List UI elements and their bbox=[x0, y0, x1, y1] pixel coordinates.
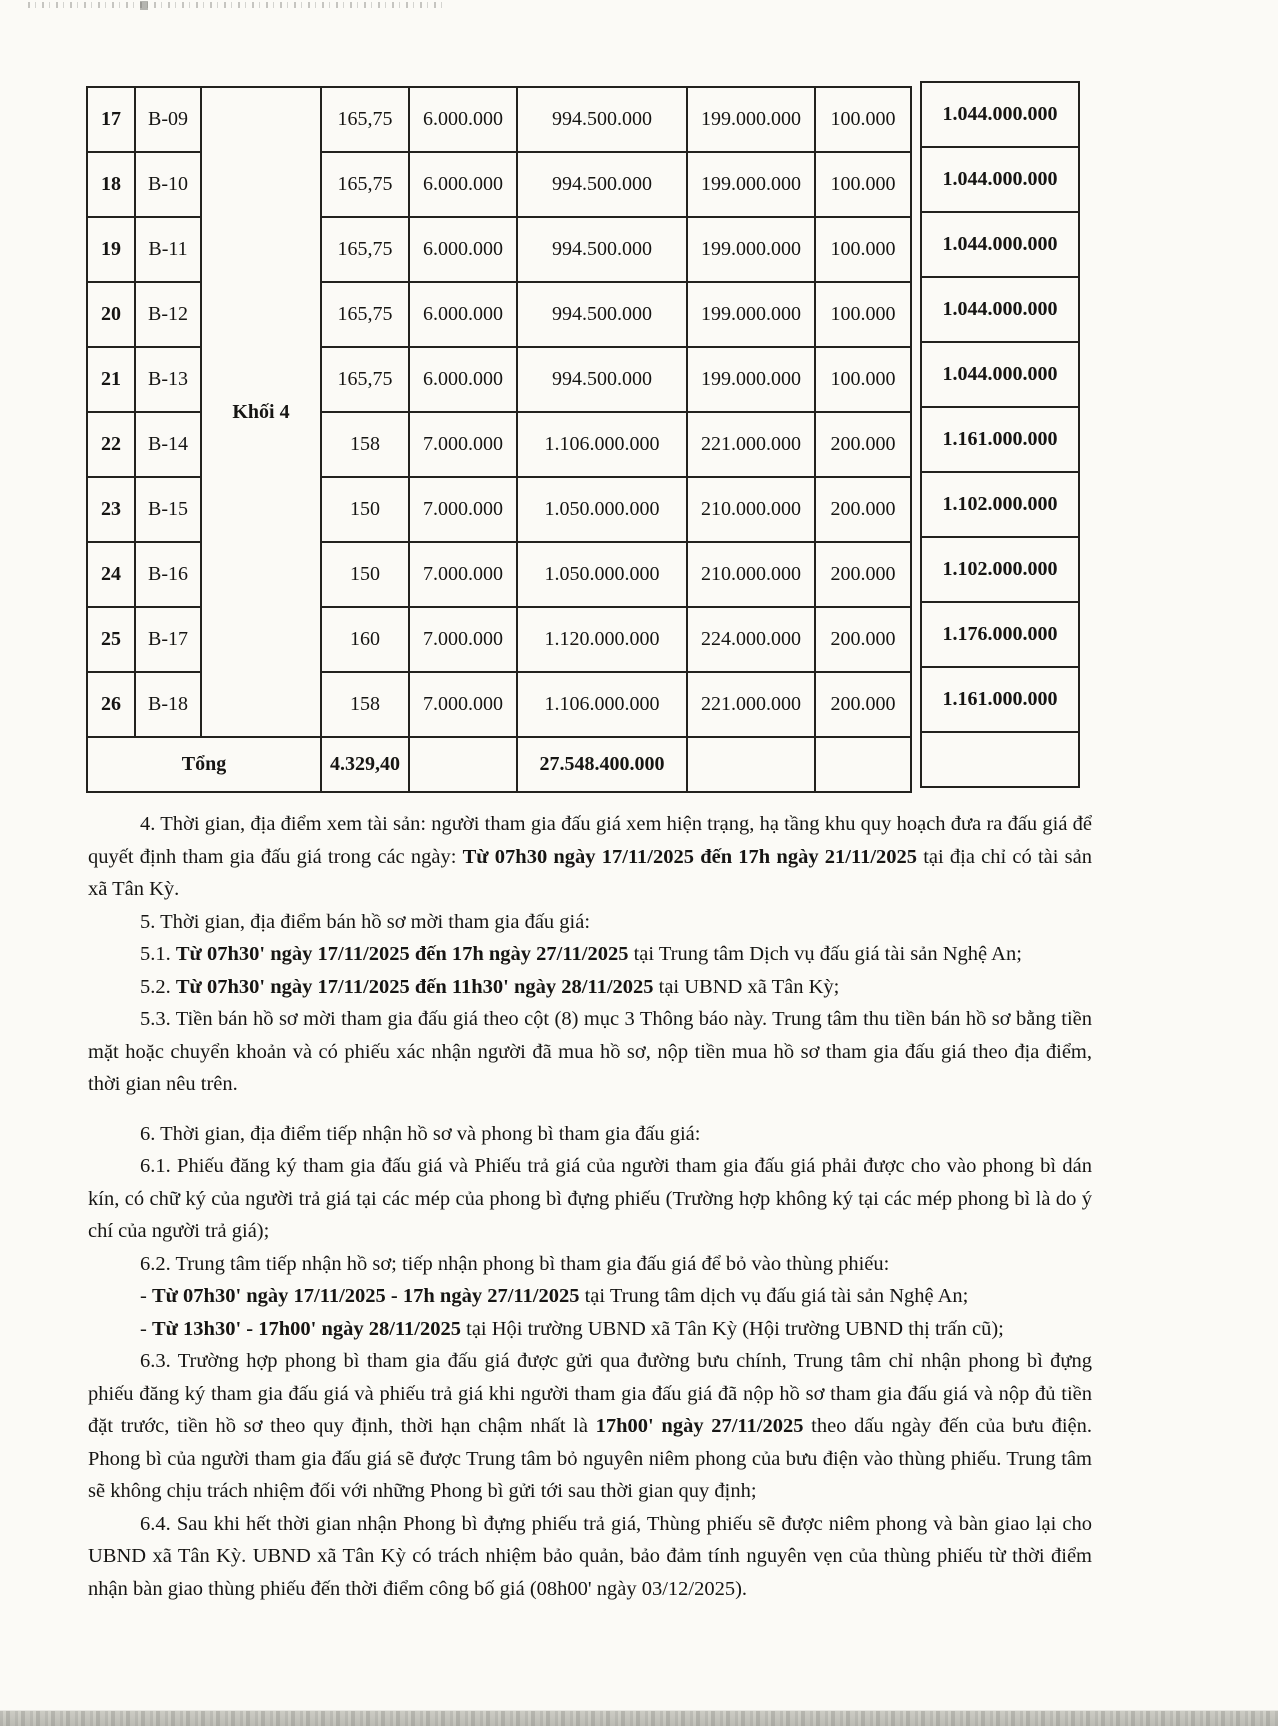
empty-cell bbox=[815, 737, 911, 792]
land-price-cell: 994.500.000 bbox=[517, 347, 687, 412]
lot-index-cell: 19 bbox=[87, 217, 135, 282]
body-text: tại Trung tâm Dịch vụ đấu giá tài sản Nghệ An; bbox=[628, 943, 1022, 965]
lots-table-main bbox=[86, 86, 912, 793]
emphasized-text: 17h00' ngày 27/11/2025 bbox=[595, 1415, 804, 1437]
lot-code-cell: B-18 bbox=[135, 672, 201, 737]
empty-cell bbox=[409, 737, 517, 792]
body-text: 6.3. Trường hợp phong bì tham gia đấu giá được gửi qua đường bưu chính, Trung tâm chỉ nhận phong bì đựng phiếu đăng ký tham gia đấu giá và phiếu trả giá khi người tham gia đấu giá đã nộp hồ sơ tham gia đấu giá và nộp đủ tiền đặt trước, tiền hồ sơ theo quy định, thời hạn chậm nhất là bbox=[88, 1350, 1092, 1437]
paragraph-section-6-2-bullet-1 bbox=[88, 1280, 1092, 1313]
paragraph-section-6-1 bbox=[88, 1150, 1092, 1248]
grand-total-row bbox=[921, 407, 1079, 472]
paragraph-section-5-2 bbox=[88, 971, 1092, 1004]
land-price-cell: 1.120.000.000 bbox=[517, 607, 687, 672]
unit-price-cell: 7.000.000 bbox=[409, 542, 517, 607]
unit-price-cell: 7.000.000 bbox=[409, 672, 517, 737]
paragraph-section-4 bbox=[88, 808, 1092, 906]
fee-cell: 100.000 bbox=[815, 282, 911, 347]
deposit-cell: 221.000.000 bbox=[687, 412, 815, 477]
body-text: 5.3. Tiền bán hồ sơ mời tham gia đấu giá theo cột (8) mục 3 Thông báo này. Trung tâm thu tiền bán hồ sơ bằng tiền mặt hoặc chuyển khoản và có phiếu xác nhận người đã mua hồ sơ, nộp tiền mua hồ sơ tham gia đấu giá theo địa điểm, thời gian nêu trên. bbox=[88, 1008, 1092, 1095]
paragraph-section-5 bbox=[88, 906, 1092, 939]
body-text: - bbox=[140, 1285, 152, 1307]
fee-cell: 100.000 bbox=[815, 347, 911, 412]
paragraph-section-5-1 bbox=[88, 938, 1092, 971]
scan-artifact-top bbox=[28, 2, 448, 8]
land-price-cell: 1.106.000.000 bbox=[517, 672, 687, 737]
unit-price-cell: 6.000.000 bbox=[409, 217, 517, 282]
unit-price-cell: 6.000.000 bbox=[409, 87, 517, 152]
lot-index-cell: 23 bbox=[87, 477, 135, 542]
auction-lots-table bbox=[86, 86, 1080, 793]
body-text: tại địa chỉ có tài sản xã Tân Kỳ. bbox=[88, 845, 1092, 900]
lot-index-cell: 25 bbox=[87, 607, 135, 672]
paragraph-section-5-3 bbox=[88, 1003, 1092, 1101]
lot-area-cell: 165,75 bbox=[321, 152, 409, 217]
body-text: 4. Thời gian, địa điểm xem tài sản: người tham gia đấu giá xem hiện trạng, hạ tầng khu quy hoạch đưa ra đấu giá để quyết định tham gia đấu giá trong các ngày: bbox=[88, 813, 1092, 868]
grand-total-cell: 1.044.000.000 bbox=[921, 82, 1079, 147]
notice-body-text bbox=[88, 808, 1092, 1605]
emphasized-text: Từ 13h30' - 17h00' ngày 28/11/2025 bbox=[151, 1317, 461, 1340]
fee-cell: 200.000 bbox=[815, 607, 911, 672]
land-price-cell: 1.050.000.000 bbox=[517, 477, 687, 542]
grand-total-cell: 1.161.000.000 bbox=[921, 407, 1079, 472]
grand-total-row bbox=[921, 147, 1079, 212]
lot-index-cell: 20 bbox=[87, 282, 135, 347]
grand-total-empty-row bbox=[921, 732, 1079, 787]
body-text: 6.4. Sau khi hết thời gian nhận Phong bì đựng phiếu trả giá, Thùng phiếu sẽ được niêm phong và bàn giao lại cho UBND xã Tân Kỳ. UBND xã Tân Kỳ có trách nhiệm bảo quản, bảo đảm tính nguyên vẹn của thùng phiếu từ thời điểm nhận bàn giao thùng phiếu đến thời điểm công bố giá (08h00' ngày 03/12/2025). bbox=[88, 1512, 1092, 1600]
land-price-cell: 994.500.000 bbox=[517, 217, 687, 282]
paragraph-section-6 bbox=[88, 1118, 1092, 1151]
land-price-cell: 1.106.000.000 bbox=[517, 412, 687, 477]
grand-total-row bbox=[921, 667, 1079, 732]
unit-price-cell: 6.000.000 bbox=[409, 282, 517, 347]
deposit-cell: 199.000.000 bbox=[687, 282, 815, 347]
paragraph-section-6-3 bbox=[88, 1345, 1092, 1508]
lot-index-cell: 17 bbox=[87, 87, 135, 152]
grand-total-cell: 1.102.000.000 bbox=[921, 472, 1079, 537]
total-row bbox=[87, 737, 911, 792]
emphasized-text: Từ 07h30 ngày 17/11/2025 đến 17h ngày 21/11/2025 bbox=[462, 845, 918, 868]
lot-index-cell: 22 bbox=[87, 412, 135, 477]
lot-area-cell: 165,75 bbox=[321, 282, 409, 347]
body-text: 6. Thời gian, địa điểm tiếp nhận hồ sơ và phong bì tham gia đấu giá: bbox=[140, 1122, 701, 1145]
land-price-cell: 994.500.000 bbox=[517, 87, 687, 152]
paragraph-section-6-4 bbox=[88, 1508, 1092, 1606]
lot-area-cell: 160 bbox=[321, 607, 409, 672]
fee-cell: 200.000 bbox=[815, 672, 911, 737]
grand-total-row bbox=[921, 82, 1079, 147]
lot-index-cell: 18 bbox=[87, 152, 135, 217]
deposit-cell: 210.000.000 bbox=[687, 477, 815, 542]
empty-cell bbox=[687, 737, 815, 792]
fee-cell: 200.000 bbox=[815, 477, 911, 542]
body-text: 5.2. bbox=[140, 975, 176, 998]
deposit-cell: 224.000.000 bbox=[687, 607, 815, 672]
unit-price-cell: 7.000.000 bbox=[409, 412, 517, 477]
lot-code-cell: B-16 bbox=[135, 542, 201, 607]
lot-index-cell: 21 bbox=[87, 347, 135, 412]
body-text: theo dấu ngày đến của bưu điện. Phong bì của người tham gia đấu giá sẽ được Trung tâm bỏ nguyên niêm phong của bưu điện vào thùng phiếu. Trung tâm sẽ không chịu trách nhiệm đối với những Phong bì gửi tới sau thời gian quy định; bbox=[88, 1415, 1092, 1502]
grand-total-row bbox=[921, 602, 1079, 667]
deposit-cell: 199.000.000 bbox=[687, 152, 815, 217]
grand-total-row bbox=[921, 212, 1079, 277]
body-text: 6.2. Trung tâm tiếp nhận hồ sơ; tiếp nhận phong bì tham gia đấu giá để bỏ vào thùng phiếu: bbox=[140, 1252, 890, 1275]
lots-table-grand-totals bbox=[920, 81, 1080, 788]
grand-total-cell: 1.044.000.000 bbox=[921, 342, 1079, 407]
empty-cell bbox=[921, 732, 1079, 787]
land-price-cell: 994.500.000 bbox=[517, 282, 687, 347]
lot-area-cell: 150 bbox=[321, 542, 409, 607]
fee-cell: 200.000 bbox=[815, 542, 911, 607]
fee-cell: 100.000 bbox=[815, 87, 911, 152]
lot-area-cell: 158 bbox=[321, 672, 409, 737]
deposit-cell: 221.000.000 bbox=[687, 672, 815, 737]
grand-total-row bbox=[921, 342, 1079, 407]
total-area-cell: 4.329,40 bbox=[321, 737, 409, 792]
grand-total-row bbox=[921, 472, 1079, 537]
body-text: 5. Thời gian, địa điểm bán hồ sơ mời tham gia đấu giá: bbox=[140, 910, 591, 933]
grand-total-cell: 1.044.000.000 bbox=[921, 277, 1079, 342]
body-text: 6.1. Phiếu đăng ký tham gia đấu giá và Phiếu trả giá của người tham gia đấu giá phải được cho vào phong bì dán kín, có chữ ký của người trả giá tại các mép của phong bì đựng phiếu (Trường hợp không ký tại các mép phong bì là do ý chí của người trả giá); bbox=[88, 1155, 1092, 1242]
lot-row bbox=[87, 87, 911, 152]
unit-price-cell: 7.000.000 bbox=[409, 477, 517, 542]
total-label-cell: Tổng bbox=[87, 737, 321, 792]
body-text: tại UBND xã Tân Kỳ; bbox=[653, 975, 840, 998]
unit-price-cell: 6.000.000 bbox=[409, 347, 517, 412]
grand-total-cell: 1.102.000.000 bbox=[921, 537, 1079, 602]
lot-area-cell: 165,75 bbox=[321, 217, 409, 282]
lot-code-cell: B-14 bbox=[135, 412, 201, 477]
body-text: tại Hội trường UBND xã Tân Kỳ (Hội trường UBND thị trấn cũ); bbox=[461, 1317, 1004, 1340]
lot-area-cell: 150 bbox=[321, 477, 409, 542]
lot-index-cell: 24 bbox=[87, 542, 135, 607]
lot-code-cell: B-17 bbox=[135, 607, 201, 672]
grand-total-cell: 1.161.000.000 bbox=[921, 667, 1079, 732]
lots-table-total-column bbox=[920, 81, 1080, 788]
deposit-cell: 210.000.000 bbox=[687, 542, 815, 607]
emphasized-text: Từ 07h30' ngày 17/11/2025 đến 11h30' ngày 28/11/2025 bbox=[175, 975, 654, 998]
unit-price-cell: 7.000.000 bbox=[409, 607, 517, 672]
body-text: tại Trung tâm dịch vụ đấu giá tài sản Nghệ An; bbox=[579, 1285, 969, 1307]
lot-code-cell: B-11 bbox=[135, 217, 201, 282]
deposit-cell: 199.000.000 bbox=[687, 347, 815, 412]
paragraph-section-6-2-bullet-2 bbox=[88, 1313, 1092, 1346]
grand-total-cell: 1.044.000.000 bbox=[921, 212, 1079, 277]
lot-code-cell: B-09 bbox=[135, 87, 201, 152]
grand-total-cell: 1.044.000.000 bbox=[921, 147, 1079, 212]
fee-cell: 200.000 bbox=[815, 412, 911, 477]
grand-total-row bbox=[921, 537, 1079, 602]
body-text: - bbox=[140, 1317, 152, 1340]
emphasized-text: Từ 07h30' ngày 17/11/2025 - 17h ngày 27/11/2025 bbox=[151, 1285, 580, 1307]
lot-code-cell: B-13 bbox=[135, 347, 201, 412]
land-price-cell: 994.500.000 bbox=[517, 152, 687, 217]
grand-total-row bbox=[921, 277, 1079, 342]
deposit-cell: 199.000.000 bbox=[687, 87, 815, 152]
lot-code-cell: B-15 bbox=[135, 477, 201, 542]
lot-code-cell: B-10 bbox=[135, 152, 201, 217]
lot-index-cell: 26 bbox=[87, 672, 135, 737]
fee-cell: 100.000 bbox=[815, 217, 911, 282]
deposit-cell: 199.000.000 bbox=[687, 217, 815, 282]
lot-area-cell: 165,75 bbox=[321, 87, 409, 152]
body-text: 5.1. bbox=[140, 943, 176, 965]
paragraph-section-6-2 bbox=[88, 1248, 1092, 1281]
lot-area-cell: 165,75 bbox=[321, 347, 409, 412]
lot-code-cell: B-12 bbox=[135, 282, 201, 347]
scan-artifact-bottom bbox=[0, 1710, 1278, 1726]
scan-artifact-top-dot bbox=[140, 1, 148, 10]
lot-area-cell: 158 bbox=[321, 412, 409, 477]
land-price-cell: 1.050.000.000 bbox=[517, 542, 687, 607]
total-land-price-cell: 27.548.400.000 bbox=[517, 737, 687, 792]
emphasized-text: Từ 07h30' ngày 17/11/2025 đến 17h ngày 27/11/2025 bbox=[175, 943, 629, 965]
block-label-cell: Khối 4 bbox=[201, 87, 321, 737]
unit-price-cell: 6.000.000 bbox=[409, 152, 517, 217]
grand-total-cell: 1.176.000.000 bbox=[921, 602, 1079, 667]
fee-cell: 100.000 bbox=[815, 152, 911, 217]
